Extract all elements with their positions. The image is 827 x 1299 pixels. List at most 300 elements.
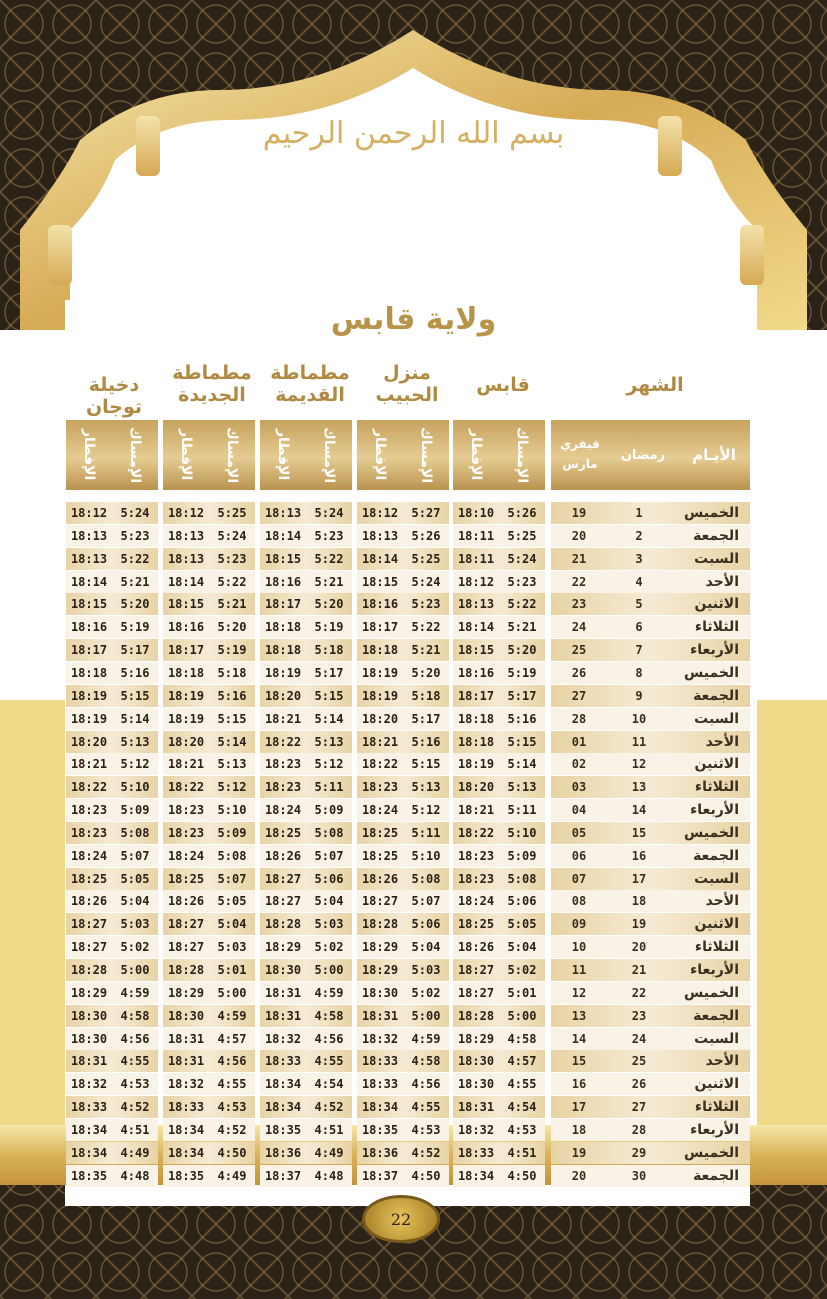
day-name: الخميس	[683, 824, 739, 841]
ramadan-day: 11	[631, 734, 647, 749]
day-name: الجمعة	[693, 1007, 739, 1024]
imsak-time-gabes: 5:09	[507, 848, 537, 863]
imsak-time-matmata-old: 5:12	[314, 757, 344, 772]
imsak-time-gabes: 5:02	[507, 963, 537, 977]
day-name: الاثنين	[694, 756, 739, 773]
imsak-time-matmata-new: 4:59	[217, 1008, 247, 1023]
imsak-time-menzel: 5:06	[411, 917, 441, 932]
imsak-time-matmata-old: 5:24	[314, 506, 344, 520]
iftar-time-menzel: 18:25	[361, 848, 399, 863]
imsak-time-matmata-old: 5:02	[314, 940, 344, 955]
day-name: الجمعة	[693, 527, 739, 544]
subheader-month	[551, 420, 750, 490]
imsak-time-matmata-new: 5:25	[217, 506, 247, 520]
imsak-time-dakhla: 5:15	[120, 688, 150, 703]
iftar-time-gabes: 18:27	[457, 985, 495, 1000]
iftar-time-matmata-new: 18:13	[167, 528, 205, 543]
iftar-time-gabes: 18:10	[457, 506, 495, 520]
day-name: الثلاثاء	[694, 619, 739, 636]
imsak-time-gabes: 5:26	[507, 506, 537, 520]
imsak-time-matmata-old: 4:51	[314, 1122, 344, 1137]
imsak-time-dakhla: 5:24	[120, 506, 150, 520]
imsak-time-matmata-new: 4:56	[217, 1054, 247, 1069]
iftar-time-matmata-old: 18:31	[264, 1008, 302, 1023]
imsak-time-matmata-new: 5:22	[217, 574, 247, 589]
day-name: الأحد	[705, 573, 739, 590]
ramadan-day: 5	[635, 597, 643, 612]
subheader-iftar: الإفطار	[372, 429, 388, 481]
imsak-time-matmata-old: 5:19	[314, 620, 344, 635]
iftar-time-matmata-old: 18:17	[264, 597, 302, 612]
imsak-time-menzel: 5:22	[411, 620, 441, 635]
imsak-time-gabes: 5:14	[507, 757, 537, 772]
imsak-time-gabes: 5:21	[507, 620, 537, 635]
iftar-time-menzel: 18:16	[361, 597, 399, 612]
table-row	[65, 525, 750, 547]
day-name: الجمعة	[693, 687, 739, 704]
iftar-time-menzel: 18:26	[361, 871, 399, 886]
iftar-time-dakhla: 18:14	[70, 574, 108, 589]
gregorian-day: 21	[571, 551, 587, 566]
day-name: الثلاثاء	[694, 939, 739, 956]
imsak-time-matmata-new: 5:08	[217, 848, 247, 863]
imsak-time-matmata-new: 5:01	[217, 963, 247, 977]
iftar-time-dakhla: 18:23	[70, 803, 108, 818]
imsak-time-gabes: 5:15	[507, 734, 537, 749]
day-name: الاثنين	[694, 1076, 739, 1093]
iftar-time-menzel: 18:37	[361, 1168, 399, 1183]
table-row	[65, 616, 750, 638]
imsak-time-matmata-new: 5:05	[217, 894, 247, 909]
day-name: الأربعاء	[690, 1121, 739, 1138]
imsak-time-gabes: 5:22	[507, 597, 537, 612]
iftar-time-matmata-old: 18:25	[264, 825, 302, 840]
ramadan-day: 6	[635, 620, 643, 635]
day-name: السبت	[694, 710, 739, 727]
imsak-time-matmata-old: 5:03	[314, 917, 344, 932]
page-title: ولاية قابس	[330, 302, 497, 337]
imsak-time-menzel: 4:53	[411, 1122, 441, 1137]
iftar-time-menzel: 18:34	[361, 1100, 399, 1115]
iftar-time-menzel: 18:35	[361, 1122, 399, 1137]
iftar-time-matmata-old: 18:30	[264, 963, 302, 977]
imsak-time-menzel: 5:13	[411, 780, 441, 795]
column-header-dakhla: دخيلة توجان	[85, 374, 143, 418]
ramadan-day: 24	[631, 1031, 647, 1046]
imsak-time-matmata-old: 4:49	[314, 1145, 344, 1160]
iftar-time-gabes: 18:20	[457, 780, 495, 795]
imsak-time-matmata-old: 5:21	[314, 574, 344, 589]
imsak-time-menzel: 4:50	[411, 1168, 441, 1183]
iftar-time-matmata-new: 18:17	[167, 643, 205, 658]
iftar-time-gabes: 18:23	[457, 871, 495, 886]
iftar-time-matmata-old: 18:34	[264, 1077, 302, 1092]
imsak-time-menzel: 4:55	[411, 1100, 441, 1115]
gregorian-day: 06	[571, 848, 587, 863]
lantern-icon	[48, 225, 72, 285]
imsak-time-menzel: 5:00	[411, 1008, 441, 1023]
imsak-time-matmata-old: 4:59	[314, 985, 344, 1000]
imsak-time-matmata-old: 4:56	[314, 1031, 344, 1046]
day-name: الأحد	[705, 1053, 739, 1070]
arch-frame	[20, 30, 807, 330]
table-row	[65, 936, 750, 958]
ramadan-day: 12	[631, 757, 647, 772]
subheader-imsak: الإمساك	[127, 426, 143, 484]
iftar-time-matmata-new: 18:19	[167, 711, 205, 726]
imsak-time-matmata-new: 5:13	[217, 757, 247, 772]
gregorian-day: 07	[571, 871, 587, 886]
iftar-time-dakhla: 18:13	[70, 528, 108, 543]
imsak-time-menzel: 4:52	[411, 1145, 441, 1160]
iftar-time-matmata-new: 18:28	[167, 963, 205, 977]
column-header-matmata-new: مطماطة الجديدة	[172, 362, 252, 406]
ramadan-day: 13	[631, 780, 647, 795]
iftar-time-menzel: 18:19	[361, 688, 399, 703]
imsak-time-menzel: 4:56	[411, 1077, 441, 1092]
iftar-time-dakhla: 18:19	[70, 688, 108, 703]
ramadan-day: 22	[631, 985, 647, 1000]
imsak-time-gabes: 5:25	[507, 528, 537, 543]
imsak-time-dakhla: 5:19	[120, 620, 150, 635]
table-row	[65, 822, 750, 844]
imsak-time-gabes: 4:51	[507, 1145, 537, 1160]
imsak-time-matmata-old: 5:14	[314, 711, 344, 726]
iftar-time-menzel: 18:29	[361, 963, 399, 977]
table-row	[65, 1119, 750, 1141]
table-row	[65, 799, 750, 821]
table-row	[65, 708, 750, 730]
iftar-time-menzel: 18:21	[361, 734, 399, 749]
imsak-time-gabes: 4:57	[507, 1054, 537, 1069]
subheader-gabes	[453, 420, 545, 490]
imsak-time-menzel: 5:04	[411, 940, 441, 955]
imsak-time-dakhla: 5:03	[120, 917, 150, 932]
iftar-time-matmata-old: 18:18	[264, 643, 302, 658]
table-row	[65, 753, 750, 775]
iftar-time-menzel: 18:32	[361, 1031, 399, 1046]
iftar-time-matmata-new: 18:14	[167, 574, 205, 589]
imsak-time-dakhla: 5:16	[120, 665, 150, 680]
iftar-time-matmata-new: 18:16	[167, 620, 205, 635]
iftar-time-menzel: 18:25	[361, 825, 399, 840]
iftar-time-gabes: 18:12	[457, 574, 495, 589]
iftar-time-gabes: 18:19	[457, 757, 495, 772]
iftar-time-gabes: 18:11	[457, 528, 495, 543]
iftar-time-matmata-new: 18:33	[167, 1100, 205, 1115]
gregorian-day: 27	[571, 688, 587, 703]
column-header-gabes: قابس	[476, 374, 530, 396]
iftar-time-gabes: 18:24	[457, 894, 495, 909]
table-row	[65, 1028, 750, 1050]
column-header-month: الشهر	[626, 374, 684, 396]
ramadan-day: 17	[631, 871, 647, 886]
imsak-time-gabes: 5:08	[507, 871, 537, 886]
iftar-time-matmata-new: 18:22	[167, 780, 205, 795]
table-row	[65, 1142, 750, 1164]
iftar-time-menzel: 18:19	[361, 665, 399, 680]
imsak-time-matmata-new: 5:10	[217, 803, 247, 818]
imsak-time-dakhla: 5:04	[120, 894, 150, 909]
ramadan-day: 15	[631, 825, 647, 840]
iftar-time-dakhla: 18:34	[70, 1145, 108, 1160]
iftar-time-dakhla: 18:21	[70, 757, 108, 772]
day-name: الأحد	[705, 733, 739, 750]
ramadan-day: 26	[631, 1077, 647, 1092]
table-row	[65, 685, 750, 707]
iftar-time-menzel: 18:12	[361, 506, 399, 520]
imsak-time-matmata-new: 5:21	[217, 597, 247, 612]
iftar-time-matmata-new: 18:34	[167, 1122, 205, 1137]
subheader-greg: فيفري مارس	[560, 437, 600, 471]
imsak-time-matmata-old: 5:23	[314, 528, 344, 543]
subheader-iftar: الإفطار	[178, 429, 194, 481]
gregorian-day: 04	[571, 803, 587, 818]
iftar-time-menzel: 18:20	[361, 711, 399, 726]
iftar-time-matmata-old: 18:16	[264, 574, 302, 589]
subheader-menzel	[357, 420, 449, 490]
day-name: الخميس	[683, 984, 739, 1001]
iftar-time-dakhla: 18:33	[70, 1100, 108, 1115]
imsak-time-matmata-new: 5:14	[217, 734, 247, 749]
iftar-time-matmata-new: 18:20	[167, 734, 205, 749]
imsak-time-matmata-new: 4:53	[217, 1100, 247, 1115]
iftar-time-matmata-new: 18:19	[167, 688, 205, 703]
iftar-time-matmata-new: 18:27	[167, 917, 205, 932]
gregorian-day: 11	[571, 963, 587, 977]
day-name: السبت	[694, 1030, 739, 1047]
iftar-time-menzel: 18:18	[361, 643, 399, 658]
imsak-time-menzel: 5:26	[411, 528, 441, 543]
imsak-time-gabes: 4:55	[507, 1077, 537, 1092]
table-row	[65, 868, 750, 890]
basmala-calligraphy: بسم الله الرحمن الرحيم	[262, 116, 565, 151]
iftar-time-matmata-old: 18:27	[264, 871, 302, 886]
iftar-time-dakhla: 18:22	[70, 780, 108, 795]
imsak-time-dakhla: 5:00	[120, 963, 150, 977]
ramadan-day: 21	[631, 963, 647, 977]
gregorian-day: 20	[571, 528, 587, 543]
lantern-icon	[740, 225, 764, 285]
imsak-time-matmata-new: 4:49	[217, 1168, 247, 1183]
table-row	[65, 913, 750, 935]
day-name: السبت	[694, 870, 739, 887]
subheader-iftar: الإفطار	[468, 429, 484, 481]
table-row	[65, 548, 750, 570]
gregorian-day: 19	[571, 506, 587, 520]
subheader-dakhla	[66, 420, 158, 490]
gregorian-day: 13	[571, 1008, 587, 1023]
imsak-time-dakhla: 4:59	[120, 985, 150, 1000]
imsak-time-matmata-old: 4:58	[314, 1008, 344, 1023]
gregorian-day: 05	[571, 825, 587, 840]
gregorian-day: 20	[571, 1168, 587, 1183]
column-header-matmata-old: مطماطة القديمة	[270, 362, 350, 406]
iftar-time-matmata-old: 18:23	[264, 780, 302, 795]
imsak-time-gabes: 5:11	[507, 803, 537, 818]
gregorian-day: 12	[571, 985, 587, 1000]
iftar-time-matmata-new: 18:23	[167, 825, 205, 840]
subheader-iftar: الإفطار	[81, 429, 97, 481]
gregorian-day: 23	[571, 597, 587, 612]
iftar-time-matmata-new: 18:34	[167, 1145, 205, 1160]
imsak-time-matmata-old: 4:52	[314, 1100, 344, 1115]
imsak-time-gabes: 5:23	[507, 574, 537, 589]
imsak-time-matmata-old: 5:00	[314, 963, 344, 977]
gregorian-day: 15	[571, 1054, 587, 1069]
imsak-time-dakhla: 4:53	[120, 1077, 150, 1092]
imsak-time-dakhla: 5:20	[120, 597, 150, 612]
gregorian-day: 10	[571, 940, 587, 955]
subheader-imsak: الإمساك	[514, 426, 530, 484]
imsak-time-dakhla: 5:10	[120, 780, 150, 795]
imsak-time-matmata-old: 5:17	[314, 665, 344, 680]
imsak-time-matmata-old: 4:55	[314, 1054, 344, 1069]
left-minaret	[0, 700, 65, 1140]
ramadan-day: 10	[631, 711, 647, 726]
table-row	[65, 1165, 750, 1187]
iftar-time-menzel: 18:17	[361, 620, 399, 635]
iftar-time-matmata-old: 18:34	[264, 1100, 302, 1115]
iftar-time-matmata-old: 18:36	[264, 1145, 302, 1160]
iftar-time-gabes: 18:29	[457, 1031, 495, 1046]
iftar-time-gabes: 18:18	[457, 734, 495, 749]
iftar-time-menzel: 18:23	[361, 780, 399, 795]
imsak-time-gabes: 5:00	[507, 1008, 537, 1023]
iftar-time-matmata-new: 18:21	[167, 757, 205, 772]
iftar-time-gabes: 18:28	[457, 1008, 495, 1023]
imsak-time-matmata-old: 4:54	[314, 1077, 344, 1092]
day-name: الأربعاء	[690, 962, 739, 978]
imsak-time-matmata-old: 5:20	[314, 597, 344, 612]
imsak-time-dakhla: 5:12	[120, 757, 150, 772]
imsak-time-matmata-old: 5:08	[314, 825, 344, 840]
imsak-time-gabes: 5:01	[507, 985, 537, 1000]
iftar-time-dakhla: 18:17	[70, 643, 108, 658]
imsak-time-matmata-new: 5:15	[217, 711, 247, 726]
iftar-time-gabes: 18:30	[457, 1077, 495, 1092]
imsak-time-menzel: 5:24	[411, 574, 441, 589]
imsak-time-matmata-new: 4:52	[217, 1122, 247, 1137]
imsak-time-matmata-new: 5:23	[217, 551, 247, 566]
day-name: الثلاثاء	[694, 1099, 739, 1116]
iftar-time-menzel: 18:22	[361, 757, 399, 772]
imsak-time-menzel: 5:15	[411, 757, 441, 772]
iftar-time-gabes: 18:33	[457, 1145, 495, 1160]
gregorian-day: 18	[571, 1122, 587, 1137]
imsak-time-dakhla: 5:02	[120, 940, 150, 955]
table-row	[65, 571, 750, 593]
ramadan-day: 20	[631, 940, 647, 955]
imsak-time-dakhla: 4:52	[120, 1100, 150, 1115]
iftar-time-matmata-old: 18:19	[264, 665, 302, 680]
iftar-time-matmata-old: 18:26	[264, 848, 302, 863]
imsak-time-dakhla: 5:14	[120, 711, 150, 726]
imsak-time-gabes: 4:50	[507, 1168, 537, 1183]
gregorian-day: 09	[571, 917, 587, 932]
iftar-time-matmata-old: 18:22	[264, 734, 302, 749]
gregorian-day: 08	[571, 894, 587, 909]
imsak-time-matmata-new: 5:19	[217, 643, 247, 658]
imsak-time-menzel: 5:25	[411, 551, 441, 566]
day-name: الاثنين	[694, 916, 739, 933]
day-name: الخميس	[683, 1144, 739, 1161]
iftar-time-menzel: 18:33	[361, 1054, 399, 1069]
imsak-time-menzel: 5:23	[411, 597, 441, 612]
subheader-imsak: الإمساك	[321, 426, 337, 484]
table-row	[65, 959, 750, 981]
imsak-time-matmata-new: 4:55	[217, 1077, 247, 1092]
subheader-matmata-old	[260, 420, 352, 490]
imsak-time-matmata-new: 5:16	[217, 688, 247, 703]
iftar-time-menzel: 18:28	[361, 917, 399, 932]
iftar-time-gabes: 18:34	[457, 1168, 495, 1183]
iftar-time-matmata-old: 18:20	[264, 688, 302, 703]
imsak-time-matmata-old: 5:07	[314, 848, 344, 863]
page-number-badge: 22	[362, 1195, 440, 1243]
iftar-time-dakhla: 18:12	[70, 506, 108, 520]
day-name: الجمعة	[693, 1167, 739, 1184]
iftar-time-menzel: 18:29	[361, 940, 399, 955]
imsak-time-menzel: 5:27	[411, 506, 441, 520]
table-row	[65, 890, 750, 912]
iftar-time-gabes: 18:31	[457, 1100, 495, 1115]
imsak-time-matmata-new: 4:57	[217, 1031, 247, 1046]
iftar-time-matmata-old: 18:32	[264, 1031, 302, 1046]
imsak-time-gabes: 5:16	[507, 711, 537, 726]
iftar-time-matmata-old: 18:35	[264, 1122, 302, 1137]
iftar-time-matmata-new: 18:27	[167, 940, 205, 955]
imsak-time-gabes: 5:17	[507, 688, 537, 703]
imsak-time-gabes: 5:13	[507, 780, 537, 795]
imsak-time-gabes: 5:10	[507, 825, 537, 840]
ramadan-day: 8	[635, 665, 643, 680]
imsak-time-matmata-old: 5:18	[314, 643, 344, 658]
imsak-time-matmata-new: 5:09	[217, 825, 247, 840]
imsak-time-matmata-old: 5:15	[314, 688, 344, 703]
imsak-time-menzel: 5:18	[411, 688, 441, 703]
iftar-time-matmata-old: 18:33	[264, 1054, 302, 1069]
imsak-time-matmata-old: 4:48	[314, 1168, 344, 1183]
imsak-time-gabes: 4:53	[507, 1122, 537, 1137]
iftar-time-gabes: 18:16	[457, 665, 495, 680]
ramadan-day: 14	[631, 803, 647, 818]
iftar-time-matmata-old: 18:14	[264, 528, 302, 543]
gregorian-day: 02	[571, 757, 587, 772]
imsak-time-matmata-old: 5:11	[314, 780, 344, 795]
day-name: السبت	[694, 550, 739, 567]
imsak-time-dakhla: 4:48	[120, 1168, 150, 1183]
iftar-time-matmata-old: 18:21	[264, 711, 302, 726]
gregorian-day: 28	[571, 711, 587, 726]
iftar-time-matmata-old: 18:13	[264, 506, 302, 520]
table-row	[65, 845, 750, 867]
imsak-time-matmata-new: 5:18	[217, 665, 247, 680]
iftar-time-matmata-new: 18:31	[167, 1054, 205, 1069]
imsak-time-matmata-old: 5:13	[314, 734, 344, 749]
subheader-days: الأيـام	[692, 446, 736, 464]
iftar-time-gabes: 18:15	[457, 643, 495, 658]
iftar-time-menzel: 18:14	[361, 551, 399, 566]
imsak-time-matmata-new: 5:20	[217, 620, 247, 635]
iftar-time-gabes: 18:22	[457, 825, 495, 840]
imsak-time-dakhla: 5:08	[120, 825, 150, 840]
subheader-imsak: الإمساك	[418, 426, 434, 484]
imsak-time-dakhla: 4:58	[120, 1008, 150, 1023]
subheader-ramadan: رمضان	[620, 448, 666, 463]
iftar-time-dakhla: 18:29	[70, 985, 108, 1000]
iftar-time-gabes: 18:13	[457, 597, 495, 612]
